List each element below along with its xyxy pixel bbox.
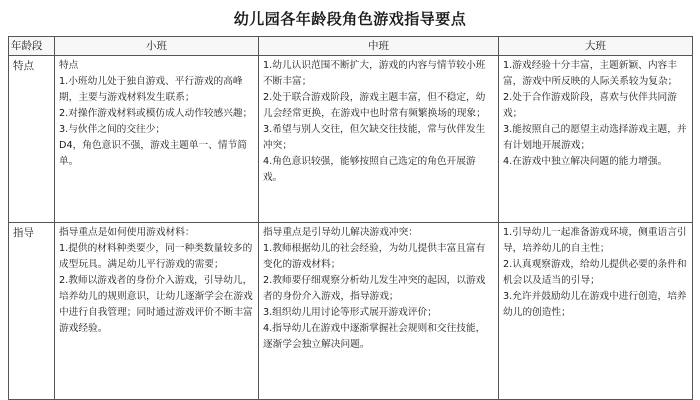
cell-line: 2.教师要仔细观察分析幼儿发生冲突的起因，以游戏者的身份介入游戏，指导游戏； — [263, 275, 486, 302]
cell-line: 4.角色意识较强，能够按照自己选定的角色开展游戏。 — [263, 156, 476, 183]
cell-line: 2.处于联合游戏阶段，游戏主题丰富，但不稳定，幼儿会经常更换，在游戏中也时常有频繁换场的现象； — [263, 92, 486, 119]
row-label-characteristics: 特点 — [9, 56, 55, 223]
cell-line: 1.提供的材料种类要少，同一种类数量较多的成型玩具。满足幼儿平行游戏的需要； — [59, 243, 253, 270]
cell-line: 4.在游戏中独立解决问题的能力增强。 — [503, 156, 668, 167]
cell-line: 3.希望与别人交往，但欠缺交往技能，常与伙伴发生冲突； — [263, 124, 486, 151]
cell-line: 2.处于合作游戏阶段，喜欢与伙伴共同游戏； — [503, 92, 677, 119]
cell-line: 2.认真观察游戏，给幼儿提供必要的条件和机会以及适当的引导； — [503, 259, 687, 286]
cell-line: 4.指导幼儿在游戏中逐渐掌握社会规则和交往技能，逐渐学会独立解决问题。 — [263, 323, 486, 350]
header-middle-class: 中班 — [259, 37, 499, 56]
cell-line: 3.允许并鼓励幼儿在游戏中进行创造，培养幼儿的创造性； — [503, 291, 687, 318]
document-title: 幼儿园各年龄段角色游戏指导要点 — [233, 10, 467, 28]
cell-small-guidance — [55, 223, 259, 400]
header-small-class: 小班 — [55, 37, 259, 56]
cell-line: 1.教师根据幼儿的社会经验，为幼儿提供丰富且富有变化的游戏材料； — [263, 243, 486, 270]
cell-line: 3.组织幼儿用讨论等形式展开游戏评价； — [263, 307, 437, 318]
cell-line: 3.能按照自己的愿望主动选择游戏主题，并有计划地开展游戏； — [503, 124, 687, 151]
cell-large-characteristics — [499, 56, 693, 223]
cell-line: 2.对操作游戏材料或模仿成人动作较感兴趣； — [59, 108, 253, 119]
cell-large-guidance — [499, 223, 693, 400]
header-large-class: 大班 — [499, 37, 693, 56]
cell-line: 特点 — [59, 60, 79, 71]
header-row — [9, 37, 693, 56]
cell-middle-characteristics — [259, 56, 499, 223]
cell-line: 1.游戏经验十分丰富，主题新颖、内容丰富，游戏中所反映的人际关系较为复杂； — [503, 60, 678, 87]
cell-middle-guidance — [259, 223, 499, 400]
cell-line: 指导重点是引导幼儿解决游戏冲突： — [263, 227, 418, 238]
cell-small-characteristics — [55, 56, 259, 223]
cell-line: 2.教师以游戏者的身份介入游戏，引导幼儿，培养幼儿的规则意识，让幼儿逐渐学会在游戏中进行自我管理；同时通过游戏评价不断丰富游戏经验。 — [59, 275, 253, 334]
cell-line: D4，角色意识不强，游戏主题单一、情节简单。 — [59, 140, 247, 167]
cell-line: 3.与伙伴之间的交往少； — [59, 124, 166, 135]
table-row-guidance — [9, 223, 693, 400]
cell-line: 1.引导幼儿一起准备游戏环境，侧重语言引导，培养幼儿的自主性； — [503, 227, 687, 254]
row-label-guidance: 指导 — [9, 223, 55, 400]
cell-line: 1.幼儿认识范围不断扩大，游戏的内容与情节较小班不断丰富； — [263, 60, 486, 87]
table-row-characteristics — [9, 56, 693, 223]
header-age-group: 年龄段 — [9, 37, 55, 56]
guidance-table — [8, 36, 693, 400]
cell-line: 1.小班幼儿处于独自游戏、平行游戏的高峰期，主要与游戏材料发生联系； — [59, 76, 243, 103]
cell-line: 指导重点是如何使用游戏材料： — [59, 227, 195, 238]
